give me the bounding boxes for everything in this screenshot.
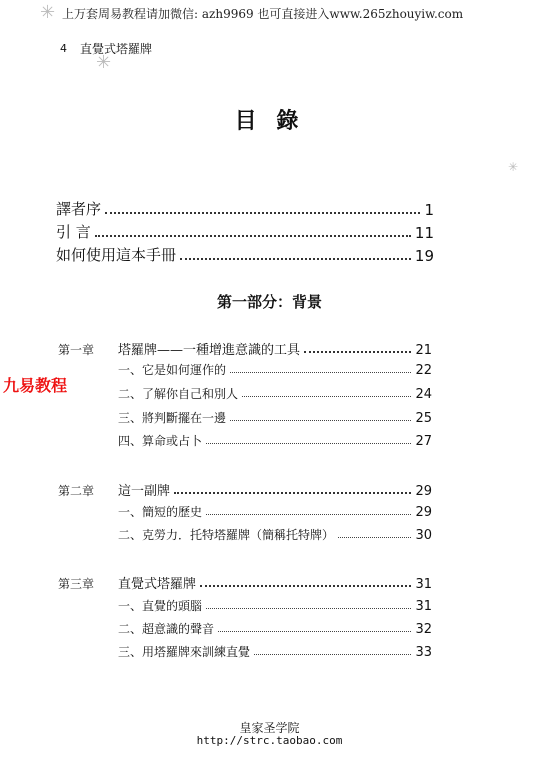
side-watermark: 九易教程 xyxy=(3,376,68,395)
sparkle-icon: ✳ xyxy=(96,52,112,73)
header-book-title: 直覺式塔羅牌 xyxy=(80,42,153,56)
section-page: 25 xyxy=(415,411,432,426)
toc-entry-page: 19 xyxy=(414,247,434,265)
part-title: 第一部分：背景 xyxy=(216,293,322,311)
section-label: 一、簡短的歷史 xyxy=(118,505,203,519)
dot-leader xyxy=(206,513,411,515)
section-page: 24 xyxy=(415,387,432,402)
toc-section[interactable] xyxy=(118,526,432,543)
toc-entry-front-1[interactable] xyxy=(56,198,434,219)
toc-section[interactable] xyxy=(118,409,432,426)
toc-title: 目 錄 xyxy=(234,109,305,134)
toc-section[interactable] xyxy=(118,432,432,449)
section-label: 二、了解你自己和別人 xyxy=(118,387,239,401)
toc-entry-front-2[interactable] xyxy=(56,221,434,242)
dot-leader xyxy=(174,491,411,494)
header-page-number: 4 xyxy=(60,42,67,55)
dot-leader xyxy=(95,234,411,237)
toc-chapter-1[interactable] xyxy=(118,339,432,358)
toc-section[interactable] xyxy=(118,620,432,637)
chapter-number: 第二章 xyxy=(58,484,95,498)
sparkle-icon: ✳ xyxy=(40,2,56,23)
toc-entry-label: 如何使用這本手冊 xyxy=(56,246,177,264)
chapter-title: 直覺式塔羅牌 xyxy=(118,577,197,592)
chapter-number: 第一章 xyxy=(58,343,95,357)
section-page: 32 xyxy=(415,622,432,637)
toc-entry-label: 引 言 xyxy=(56,223,91,241)
section-label: 四、算命或占卜 xyxy=(118,434,203,448)
toc-section[interactable] xyxy=(118,503,432,520)
toc-entry-page: 1 xyxy=(424,201,434,219)
chapter-page: 21 xyxy=(415,343,432,358)
chapter-page: 29 xyxy=(415,484,432,499)
dot-leader xyxy=(230,419,411,421)
section-page: 30 xyxy=(415,528,432,543)
dot-leader xyxy=(230,371,411,373)
toc-section[interactable] xyxy=(118,361,432,378)
section-label: 二、超意識的聲音 xyxy=(118,622,215,636)
footer-link[interactable]: http://strc.taobao.com xyxy=(196,734,343,747)
dot-leader xyxy=(254,653,411,655)
dot-leader xyxy=(206,607,411,609)
chapter-page: 31 xyxy=(415,577,432,592)
toc-entry-label: 譯者序 xyxy=(56,200,102,218)
section-label: 二、克勞力．托特塔羅牌（簡稱托特牌） xyxy=(118,528,335,542)
section-label: 一、直覺的頭腦 xyxy=(118,599,203,613)
footer-line-1: 皇家圣学院 xyxy=(239,721,300,735)
section-page: 31 xyxy=(415,599,432,614)
dot-leader xyxy=(242,395,411,397)
toc-section[interactable] xyxy=(118,597,432,614)
dot-leader xyxy=(304,350,411,353)
dot-leader xyxy=(218,630,411,632)
chapter-title: 這一副牌 xyxy=(118,484,171,499)
section-page: 29 xyxy=(415,505,432,520)
toc-section[interactable] xyxy=(118,643,432,660)
sparkle-icon: ✳ xyxy=(508,160,519,174)
chapter-title: 塔羅牌——一種增進意識的工具 xyxy=(118,343,301,358)
section-page: 33 xyxy=(415,645,432,660)
dot-leader xyxy=(206,442,411,444)
toc-entry-page: 11 xyxy=(414,224,434,242)
section-label: 一、它是如何運作的 xyxy=(118,363,227,377)
toc-chapter-2[interactable] xyxy=(118,480,432,499)
toc-entry-front-3[interactable] xyxy=(56,244,434,265)
section-page: 22 xyxy=(415,363,432,378)
section-page: 27 xyxy=(415,434,432,449)
dot-leader xyxy=(338,536,411,538)
section-label: 三、將判斷擺在一邊 xyxy=(118,411,227,425)
dot-leader xyxy=(105,211,420,214)
top-watermark: 上万套周易教程请加微信: azh9969 也可直接进入www.265zhouyiw.com xyxy=(62,7,464,21)
dot-leader xyxy=(180,257,411,260)
toc-section[interactable] xyxy=(118,385,432,402)
toc-chapter-3[interactable] xyxy=(118,573,432,592)
section-label: 三、用塔羅牌來訓練直覺 xyxy=(118,645,251,659)
chapter-number: 第三章 xyxy=(58,577,95,591)
dot-leader xyxy=(200,584,411,587)
